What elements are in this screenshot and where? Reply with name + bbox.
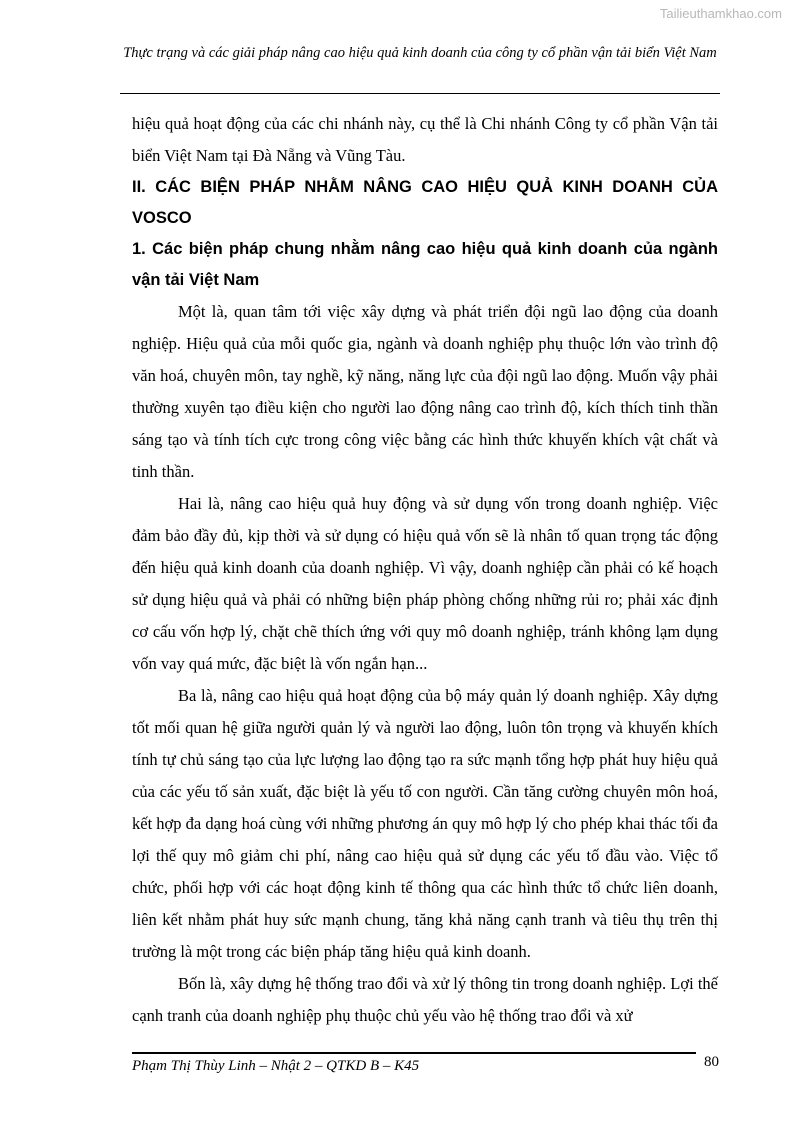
page-body [132, 108, 718, 1032]
paragraph-2: Hai là, nâng cao hiệu quả huy động và sử dụng vốn trong doanh nghiệp. Việc đảm bảo đầy đủ, kịp thời và sử dụng có hiệu quả vốn sẽ là nhân tố quan trọng tác động đến hiệu quả kinh doanh của doanh nghiệp. Vì vậy, doanh nghiệp cần phải có kế hoạch sử dụng hiệu quả và phải có những biện pháp phòng chống những rủi ro; phải xác định cơ cấu vốn hợp lý, chặt chẽ thích ứng với quy mô doanh nghiệp, tránh không lạm dụng vốn vay quá mức, đặc biệt là vốn ngắn hạn... [132, 494, 718, 673]
paragraph-4: Bốn là, xây dựng hệ thống trao đổi và xử lý thông tin trong doanh nghiệp. Lợi thế cạnh tranh của doanh nghiệp phụ thuộc chủ yếu vào hệ thống trao đổi và xử [132, 974, 718, 1025]
section-heading: II. CÁC BIỆN PHÁP NHẰM NÂNG CAO HIỆU QUẢ KINH DOANH CỦA VOSCO [132, 178, 718, 227]
paragraph-1: Một là, quan tâm tới việc xây dựng và phát triển đội ngũ lao động của doanh nghiệp. Hiệu quả của mỗi quốc gia, ngành và doanh nghiệp phụ thuộc lớn vào trình độ văn hoá, chuyên môn, tay nghề, kỹ năng, năng lực của đội ngũ lao động. Muốn vậy phải thường xuyên tạo điều kiện cho người lao động nâng cao trình độ, kích thích tinh thần sáng tạo và tính tích cực trong công việc bằng các hình thức khuyến khích vật chất và tinh thần. [132, 302, 718, 481]
running-header: Thực trạng và các giải pháp nâng cao hiệu quả kinh doanh của công ty cổ phần vận tải biển Việt Nam [123, 45, 717, 61]
paragraph-3: Ba là, nâng cao hiệu quả hoạt động của bộ máy quản lý doanh nghiệp. Xây dựng tốt mối quan hệ giữa người quản lý và người lao động, luôn tôn trọng và khuyến khích tính tự chủ sáng tạo của lực lượng lao động tạo ra sức mạnh tổng hợp phát huy hiệu quả của các yếu tố sản xuất, đặc biệt là yếu tố con người. Cần tăng cường chuyên môn hoá, kết hợp đa dạng hoá cùng với những phương án quy mô hợp lý cho phép khai thác tối đa lợi thế quy mô giảm chi phí, nâng cao hiệu quả sử dụng các yếu tố đầu vào. Việc tổ chức, phối hợp với các hoạt động kinh tế thông qua các hình thức tổ chức liên doanh, liên kết nhằm phát huy sức mạnh chung, tăng khả năng cạnh tranh và tiêu thụ trên thị trường là một trong các biện pháp tăng hiệu quả kinh doanh. [132, 686, 718, 961]
watermark: Tailieuthamkhao.com [659, 6, 782, 21]
paragraph-continuation: hiệu quả hoạt động của các chi nhánh này, cụ thể là Chi nhánh Công ty cổ phần Vận tải biển Việt Nam tại Đà Nẵng và Vũng Tàu. [132, 114, 718, 165]
subsection-heading: 1. Các biện pháp chung nhằm nâng cao hiệu quả kinh doanh của ngành vận tải Việt Nam [132, 240, 718, 289]
footer-author: Phạm Thị Thùy Linh – Nhật 2 – QTKD B – K45 [132, 1058, 420, 1074]
header-rule [120, 93, 720, 94]
page-number: 80 [704, 1054, 719, 1070]
footer-rule [132, 1052, 696, 1054]
